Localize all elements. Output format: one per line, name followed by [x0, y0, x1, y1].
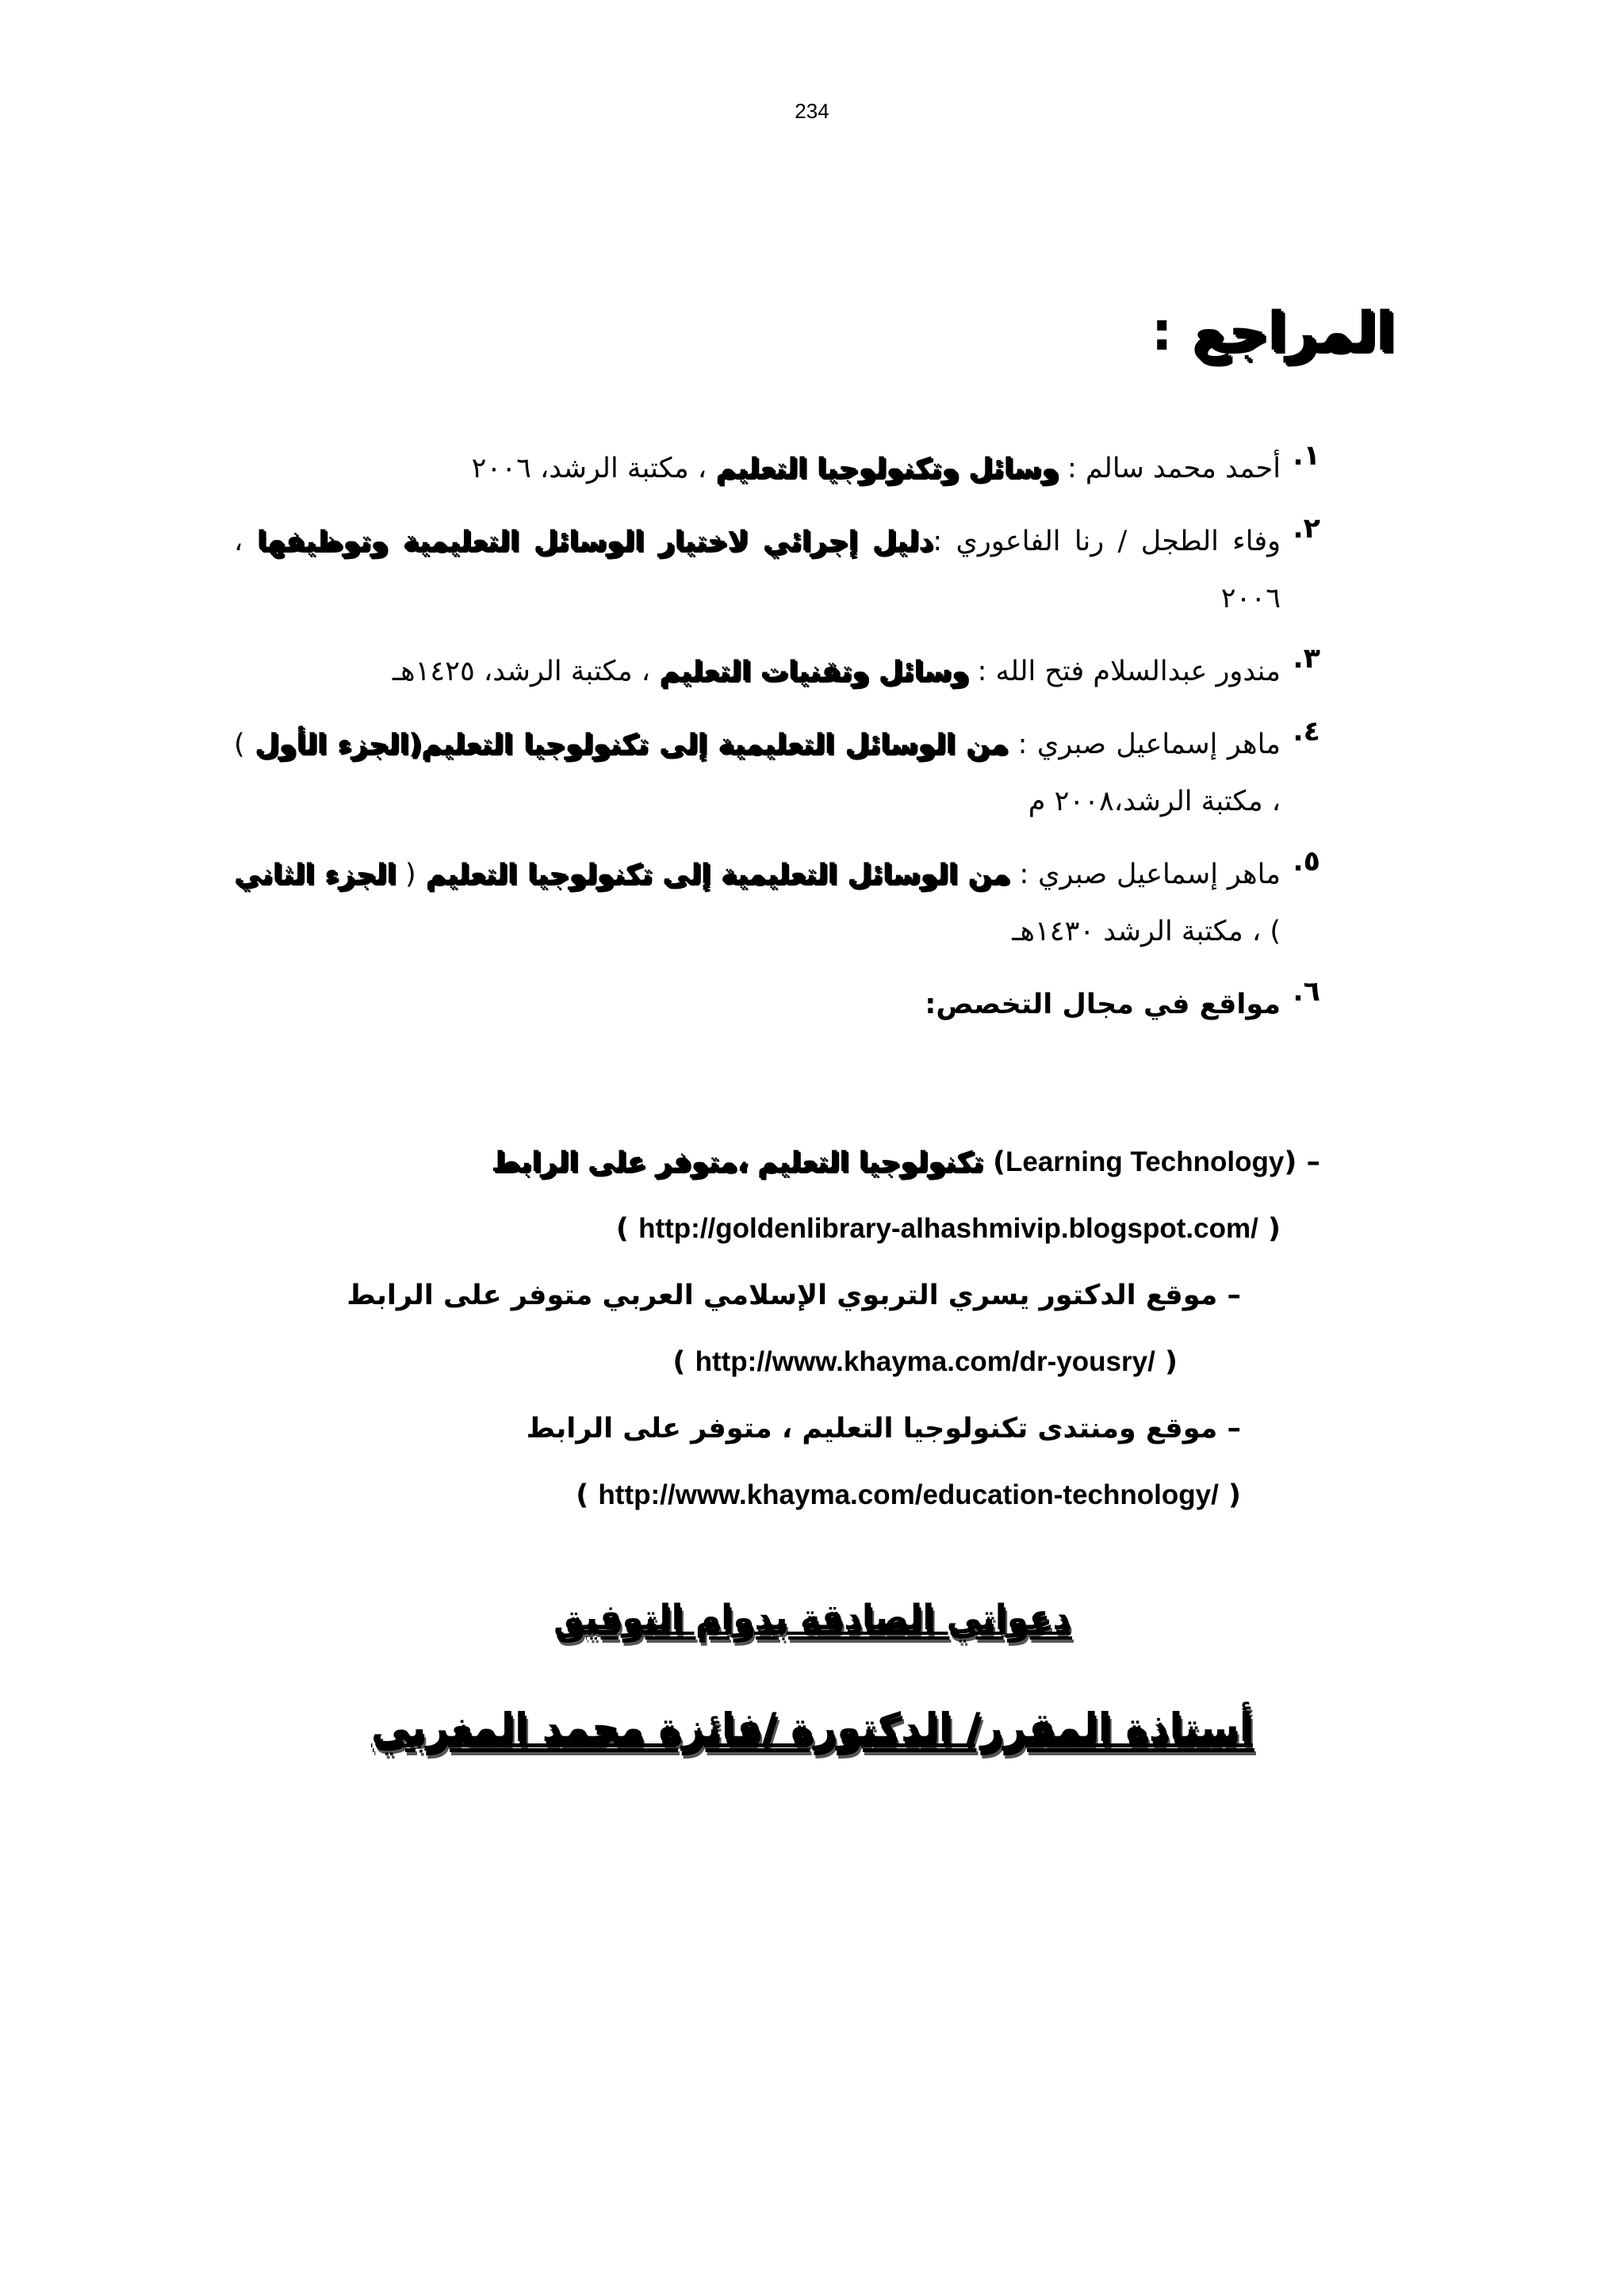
reference-mid: ( [396, 859, 426, 890]
website-url-line [234, 1332, 1320, 1392]
reference-author: أحمد محمد سالم : [1058, 453, 1281, 484]
dash: – [1297, 1146, 1320, 1178]
site-en-open: ( [1284, 1146, 1297, 1178]
reference-author: ماهر إسماعيل صبري : [1009, 859, 1281, 890]
reference-number: ٥. [1293, 846, 1320, 878]
site-english-name: Learning Technology [1005, 1146, 1285, 1177]
reference-item [234, 643, 1320, 700]
reference-item [234, 976, 1320, 1033]
heading-title: المراجع [1191, 300, 1394, 363]
site-availability: ،متوفر على الرابط [491, 1146, 748, 1178]
reference-number: ١. [1293, 440, 1320, 472]
closing-wishes: دعواتي الصادقة بدوام التوفيق [553, 1598, 1071, 1638]
references-list [234, 440, 1320, 1049]
url-open: ( [1258, 1213, 1281, 1245]
reference-sites-label: مواقع في مجال التخصص: [925, 989, 1281, 1020]
website-item [234, 1132, 1320, 1192]
reference-author: وفاء الطجل / رنا الفاعوري : [933, 526, 1281, 557]
url-open: ( [1218, 1479, 1241, 1511]
page-number: 234 [795, 99, 829, 123]
website-url-line [234, 1199, 1320, 1259]
website-item [234, 1399, 1320, 1459]
site-url[interactable]: http://www.khayma.com/dr-yousry/ [695, 1346, 1155, 1377]
reference-author: مندور عبدالسلام فتح الله : [968, 656, 1281, 687]
references-heading [1151, 300, 1394, 363]
url-close: ) [576, 1479, 599, 1511]
reference-number: ٤. [1293, 716, 1320, 748]
reference-title: دليل إجرائي لاختيار الوسائل التعليمية وتوظيفها [256, 526, 933, 557]
closing-signature: أستاذة المقرر/ الدكتورة /فائزة محمد المغربي [371, 1705, 1253, 1751]
site-title: تكنولوجيا التعليم [756, 1146, 983, 1178]
heading-colon: : [1151, 300, 1173, 363]
dash: – [1217, 1413, 1241, 1445]
reference-publisher: ) ، مكتبة الرشد،٢٠٠٨ م [234, 729, 1281, 817]
site-description: موقع الدكتور يسري التربوي الإسلامي العربي متوفر على الرابط [347, 1280, 1218, 1311]
reference-title: وسائل وتكنولوجيا التعليم [715, 453, 1059, 484]
reference-item [234, 716, 1320, 830]
website-item [234, 1265, 1320, 1326]
reference-item [234, 846, 1320, 960]
reference-publisher: ) ، مكتبة الرشد ١٤٣٠هـ [1012, 916, 1281, 947]
website-url-line [234, 1465, 1320, 1525]
reference-item [234, 440, 1320, 497]
websites-list [234, 1132, 1320, 1532]
dash: – [1217, 1280, 1241, 1311]
site-description: موقع ومنتدى تكنولوجيا التعليم ، متوفر على الرابط [526, 1413, 1218, 1445]
reference-publisher: ، ٢٠٠٦ [234, 526, 1281, 614]
reference-publisher: ، مكتبة الرشد، ١٤٢٥هـ [392, 656, 660, 687]
reference-item [234, 513, 1320, 627]
site-url[interactable]: http://goldenlibrary-alhashmivip.blogspot.com/ [638, 1213, 1258, 1244]
url-close: ) [615, 1213, 639, 1245]
site-url[interactable]: http://www.khayma.com/education-technology/ [598, 1479, 1219, 1510]
reference-number: ٢. [1293, 513, 1320, 545]
url-open: ( [1155, 1346, 1178, 1378]
reference-publisher: ، مكتبة الرشد، ٢٠٠٦ [471, 453, 716, 484]
site-en-close: ) [992, 1146, 1005, 1178]
reference-number: ٦. [1293, 976, 1320, 1008]
reference-author: ماهر إسماعيل صبري : [1008, 729, 1281, 760]
reference-part: الجزء الثاني [234, 859, 396, 890]
reference-title: من الوسائل التعليمية إلى تكنولوجيا التعليم [425, 859, 1010, 890]
url-close: ) [672, 1346, 695, 1378]
reference-title: من الوسائل التعليمية إلى تكنولوجيا التعليم(الجزء الأول [255, 729, 1009, 760]
reference-number: ٣. [1293, 643, 1320, 675]
reference-title: وسائل وتقنيات التعليم [659, 656, 969, 687]
